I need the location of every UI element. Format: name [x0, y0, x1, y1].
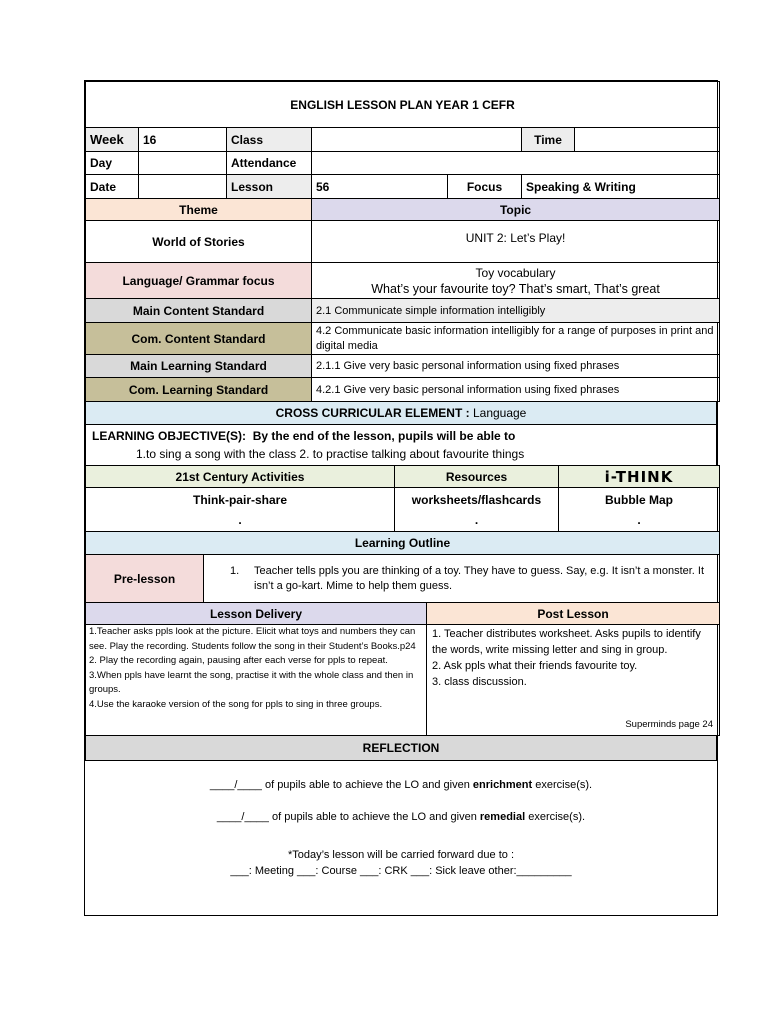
reflection-options-line: ___: Meeting ___: Course ___: CRK ___: Sick leave other:_________	[230, 865, 572, 877]
theme-value: World of Stories	[86, 221, 312, 263]
reflection-label: REFLECTION	[86, 736, 717, 761]
language-focus-value	[312, 263, 720, 299]
objectives-label: LEARNING OBJECTIVE(S):	[92, 429, 247, 443]
outline-table	[85, 531, 720, 603]
date-label: Date	[86, 175, 139, 199]
reflection-line-enrichment	[85, 777, 717, 793]
post-note: Superminds page 24	[625, 719, 713, 730]
ithink-dot: .	[637, 512, 641, 527]
main-content-standard-value: 2.1 Communicate simple information intelligibly	[312, 299, 720, 323]
ithink-value	[559, 488, 720, 532]
ithink-text: Bubble Map	[605, 492, 673, 507]
lesson-value[interactable]: 56	[312, 175, 448, 199]
focus-label: Focus	[448, 175, 522, 199]
day-label: Day	[86, 152, 139, 175]
delivery-item-2: 2. Play the recording again, pausing after each verse for ppls to repeat.	[89, 655, 388, 666]
reflection-table	[85, 735, 717, 761]
delivery-item-3: 3.When ppls have learnt the song, practise it with the whole class and then in groups.	[89, 669, 414, 695]
page-title: ENGLISH LESSON PLAN YEAR 1 CEFR	[86, 82, 720, 128]
cross-curricular-row	[86, 402, 717, 425]
topic-value: UNIT 2: Let’s Play!	[312, 221, 720, 263]
resources-text: worksheets/flashcards	[411, 492, 542, 507]
com-content-standard-label: Com. Content Standard	[86, 323, 312, 355]
pre-lesson-label: Pre-lesson	[86, 555, 204, 603]
lesson-plan-page	[84, 80, 718, 916]
reflection-line1-bold: enrichment	[472, 779, 533, 791]
lesson-delivery-label: Lesson Delivery	[86, 603, 427, 625]
attendance-value[interactable]	[312, 152, 720, 175]
pre-lesson-num: 1.	[230, 564, 240, 577]
c21-activities-value	[86, 488, 395, 532]
day-value[interactable]	[139, 152, 227, 175]
reflection-body	[85, 761, 717, 879]
post-lesson-label: Post Lesson	[427, 603, 720, 625]
post-lesson-content	[427, 625, 720, 736]
ithink-label: i-THINK	[604, 467, 674, 486]
language-focus-line2: What’s your favourite toy? That’s smart, That’s great	[371, 281, 660, 296]
language-focus-line1: Toy vocabulary	[475, 265, 556, 280]
class-value[interactable]	[312, 128, 522, 152]
delivery-post-table	[85, 602, 720, 736]
com-content-standard-value: 4.2 Communicate basic information intelligibly for a range of purposes in print and digital media	[312, 323, 720, 355]
resources-dot: .	[474, 512, 479, 527]
c21-activities-dot: .	[238, 512, 242, 527]
pre-lesson-text: Teacher tells ppls you are thinking of a toy. They have to guess. Say, e.g. It isn’t a monster. It isn’t a go-kart. Mime to help them guess.	[254, 564, 705, 592]
objectives-intro: By the end of the lesson, pupils will be able to	[252, 429, 516, 443]
delivery-item-4: 4.Use the karaoke version of the song for ppls to sing in three groups.	[89, 698, 383, 710]
activities-table	[85, 465, 720, 532]
cross-curricular-table	[85, 401, 717, 466]
reflection-line2-text: ____/____ of pupils able to achieve the LO and given	[216, 811, 480, 823]
ithink-logo	[559, 466, 720, 488]
main-content-standard-label: Main Content Standard	[86, 299, 312, 323]
date-value[interactable]	[139, 175, 227, 199]
learning-outline-label: Learning Outline	[86, 532, 720, 555]
resources-label: Resources	[395, 466, 559, 488]
main-learning-standard-label: Main Learning Standard	[86, 355, 312, 378]
lesson-plan-table	[85, 81, 720, 402]
resources-value	[395, 488, 559, 532]
com-learning-standard-value: 4.2.1 Give very basic personal information using fixed phrases	[312, 378, 720, 402]
topic-label: Topic	[312, 199, 720, 221]
cross-curricular-value: Language	[472, 406, 527, 420]
post-item-2: 2. Ask ppls what their friends favourite toy.	[432, 660, 638, 672]
class-label: Class	[227, 128, 312, 152]
pre-lesson-content	[204, 555, 720, 603]
objectives-line: 1.to sing a song with the class 2. to practise talking about favourite things	[136, 447, 525, 461]
time-value[interactable]	[575, 128, 720, 152]
week-value[interactable]: 16	[139, 128, 227, 152]
learning-objectives	[86, 425, 717, 466]
post-item-1: 1. Teacher distributes worksheet. Asks pupils to identify the words, write missing letter and sing in group.	[432, 628, 701, 656]
main-learning-standard-value: 2.1.1 Give very basic personal information using fixed phrases	[312, 355, 720, 378]
reflection-carry-line: *Today’s lesson will be carried forward due to :	[287, 849, 515, 861]
week-label: Week	[86, 128, 139, 152]
lesson-label: Lesson	[227, 175, 312, 199]
reflection-line-remedial	[85, 809, 717, 825]
reflection-line1-end: exercise(s).	[532, 779, 593, 791]
reflection-line2-end: exercise(s).	[525, 811, 586, 823]
com-learning-standard-label: Com. Learning Standard	[86, 378, 312, 402]
post-item-3: 3. class discussion.	[432, 676, 527, 688]
time-label: Time	[522, 128, 575, 152]
theme-label: Theme	[86, 199, 312, 221]
language-focus-label: Language/ Grammar focus	[86, 263, 312, 299]
c21-activities-label: 21st Century Activities	[86, 466, 395, 488]
focus-value[interactable]: Speaking & Writing	[522, 175, 720, 199]
attendance-label: Attendance	[227, 152, 312, 175]
lesson-delivery-content	[86, 625, 427, 736]
c21-activities-text: Think-pair-share	[192, 492, 288, 507]
reflection-line1-text: ____/____ of pupils able to achieve the LO and given	[209, 779, 473, 791]
delivery-item-1: 1.Teacher asks ppls look at the picture. Elicit what toys and numbers they can see. Play the recording. Students follow the song in their Student’s Books.p24	[89, 626, 416, 652]
cross-curricular-label: CROSS CURRICULAR ELEMENT :	[275, 406, 470, 420]
reflection-line2-bold: remedial	[479, 811, 526, 823]
